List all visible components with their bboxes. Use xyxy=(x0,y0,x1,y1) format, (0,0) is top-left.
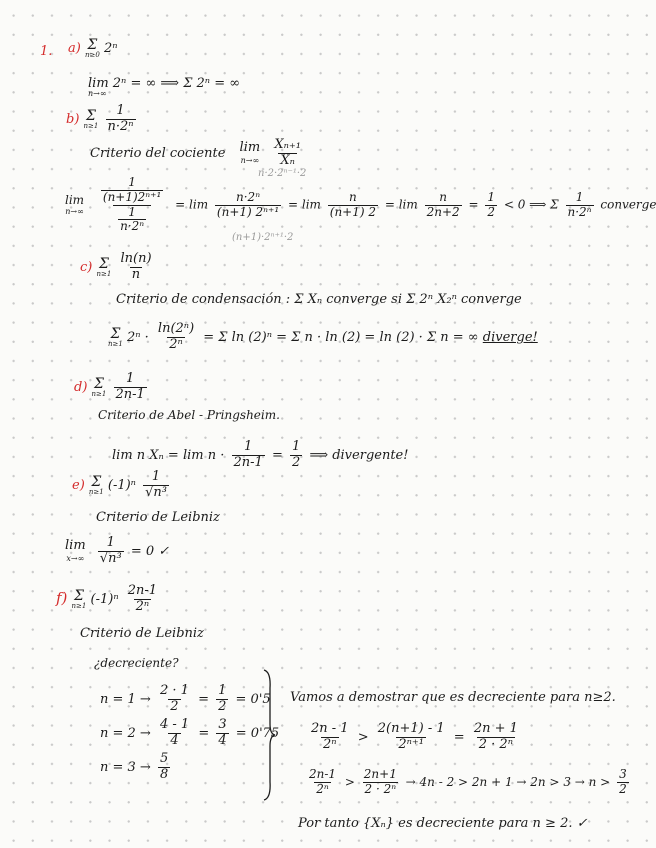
leibniz-criterion: Criterio de Leibniz xyxy=(96,510,220,525)
lim-word: lim xyxy=(65,538,86,554)
denominator: 8 xyxy=(159,766,169,782)
numerator: 1 xyxy=(292,439,301,454)
curly-brace xyxy=(262,668,276,802)
row-lhs: n = 1 → xyxy=(100,691,151,707)
ratio-limit-chain xyxy=(60,176,656,234)
inequality-1 xyxy=(306,722,523,753)
fraction xyxy=(309,722,351,753)
leibniz-limit xyxy=(60,536,169,567)
condensation-chain xyxy=(108,322,538,353)
fraction xyxy=(232,440,265,471)
compound-numerator xyxy=(96,176,168,205)
sum-symbol: Σ n≥1 xyxy=(108,325,123,348)
series-fraction xyxy=(106,104,136,135)
equals: = xyxy=(453,729,465,745)
gray-annotation-bottom: (n+1)·2ⁿ⁺¹·2 xyxy=(232,232,294,243)
lim-block xyxy=(238,141,263,165)
limit-expression: lim n Xₙ = lim n · xyxy=(112,447,225,463)
greater-than: > xyxy=(344,774,355,789)
implication-chain: → 4n - 2 > 2n + 1 → 2n > 3 → n > xyxy=(405,774,611,789)
numerator: ln(n) xyxy=(120,251,152,266)
result: = 0 ✓ xyxy=(130,543,170,559)
fraction xyxy=(362,768,399,797)
numerator: Xₙ₊₁ xyxy=(274,137,301,152)
sum-index: n≥0 xyxy=(84,51,100,59)
alternating-factor: (-1)ⁿ xyxy=(90,591,119,607)
criterion-label: Criterio del cociente xyxy=(90,145,226,161)
inequality-2 xyxy=(304,768,632,797)
equals-lim: = lim xyxy=(175,197,209,212)
part-e xyxy=(72,470,172,501)
lim-sub: n→∞ xyxy=(240,156,260,166)
abel-limit xyxy=(112,440,408,471)
equals-lim: = lim xyxy=(384,197,418,212)
fraction xyxy=(158,684,191,715)
denominator: 2 xyxy=(170,698,179,714)
series-fraction xyxy=(118,252,153,283)
fraction xyxy=(472,722,520,753)
compound-denominator xyxy=(113,205,151,235)
numerator: n xyxy=(439,189,447,204)
denominator: Xₙ xyxy=(280,152,295,168)
numerator: 1 xyxy=(126,371,135,386)
greater-than: > xyxy=(357,729,369,745)
fraction-6 xyxy=(566,191,594,220)
numerator: 5 xyxy=(159,751,169,766)
sum-index: n≥1 xyxy=(71,601,87,610)
ratio-criterion xyxy=(90,138,306,169)
sum-index: n≥1 xyxy=(108,339,123,348)
denominator: 2 xyxy=(487,204,496,219)
numerator: 1 xyxy=(487,189,496,204)
fraction xyxy=(216,718,228,749)
equals: = xyxy=(198,691,209,707)
part-f xyxy=(56,584,162,615)
lim-sub: x→∞ xyxy=(66,554,85,564)
denominator: 2n+2 xyxy=(426,204,460,219)
numerator: 2n-1 xyxy=(309,767,337,781)
rhs: = Σ ln (2)ⁿ = Σ n · ln (2) = ln (2) · Σ n = ∞ xyxy=(203,329,479,345)
leibniz-criterion-f: Criterio de Leibniz xyxy=(80,626,204,641)
denominator: 2n-1 xyxy=(115,386,145,402)
denominator: n·2ⁿ xyxy=(107,118,134,134)
numerator: ln(2ⁿ) xyxy=(157,321,195,336)
sum-symbol: Σ n≥1 xyxy=(96,255,112,278)
equals: = xyxy=(468,197,479,212)
series-term: 2ⁿ xyxy=(103,41,118,56)
inner-fraction xyxy=(118,206,146,235)
numerator: 1 xyxy=(218,683,227,698)
row-lhs: n = 3 → xyxy=(100,759,151,775)
sum-symbol: Σ n≥1 xyxy=(88,473,104,496)
numerator: 1 xyxy=(575,189,584,204)
equals: = xyxy=(198,725,210,741)
fraction xyxy=(98,536,124,567)
numerator: n xyxy=(349,189,357,204)
fraction xyxy=(376,722,447,753)
numerator: 2n+1 xyxy=(363,767,397,781)
part-b xyxy=(66,104,139,135)
denominator: 2 · 2ⁿ xyxy=(478,736,513,752)
part-a xyxy=(68,38,117,59)
row-result: = 0'5 xyxy=(235,691,271,707)
part-e-label: e) xyxy=(72,477,85,493)
numerator: 1 xyxy=(128,204,136,219)
denominator: n xyxy=(131,266,141,282)
fraction xyxy=(158,752,170,783)
part-d-label: d) xyxy=(74,379,88,395)
part-c xyxy=(80,252,157,283)
series-fraction xyxy=(143,470,169,501)
abel-criterion: Criterio de Abel - Pringsheim. xyxy=(98,408,280,422)
lim-block xyxy=(63,194,86,217)
series-fraction xyxy=(126,584,159,615)
denominator: 2 · 2ⁿ xyxy=(364,781,397,796)
sum-symbol: Σ n≥1 xyxy=(91,375,107,398)
inner-fraction xyxy=(101,176,163,205)
numerator: 2 · 1 xyxy=(159,683,189,698)
lhs: 2ⁿ · xyxy=(126,329,149,345)
numerator: 2n - 1 xyxy=(311,721,349,736)
fraction xyxy=(216,684,228,715)
numerator: 2n + 1 xyxy=(473,721,518,736)
denominator: 2ⁿ xyxy=(323,736,337,752)
alternating-factor: (-1)ⁿ xyxy=(107,477,136,493)
fraction xyxy=(307,768,338,797)
series-fraction xyxy=(114,372,147,403)
lim-word: lim xyxy=(239,140,261,156)
denominator: 2ⁿ xyxy=(169,336,183,352)
fraction-3 xyxy=(328,191,378,220)
numerator: 2n-1 xyxy=(127,583,158,598)
part-d xyxy=(74,372,150,403)
numerator: 1 xyxy=(128,175,136,189)
limit-subscript: n→∞ xyxy=(88,89,107,98)
compound-fraction xyxy=(96,176,168,234)
denominator: (n+1) 2ⁿ⁺¹ xyxy=(216,204,280,219)
denominator: √n³ xyxy=(145,484,167,500)
fraction xyxy=(158,718,191,749)
row-n3 xyxy=(100,752,173,783)
numerator: 4 - 1 xyxy=(159,717,190,732)
denominator: (n+1) 2 xyxy=(329,204,376,219)
denominator: n·2ⁿ xyxy=(120,219,145,234)
ratio-fraction xyxy=(272,138,303,169)
numerator: n·2ⁿ xyxy=(236,189,261,204)
row-lhs: n = 2 → xyxy=(100,725,151,741)
part-c-label: c) xyxy=(80,259,93,275)
condensed-fraction xyxy=(156,322,196,353)
equals-lim: = lim xyxy=(288,197,321,212)
numerator: 3 xyxy=(218,717,227,732)
exercise-number: 1. xyxy=(40,44,53,59)
sum-index: n≥1 xyxy=(96,269,112,278)
sum-symbol: Σ n≥0 xyxy=(84,37,100,59)
lim-sub: n→∞ xyxy=(65,207,84,217)
sum-symbol: Σ n≥1 xyxy=(83,107,99,130)
denominator: 4 xyxy=(170,732,179,748)
part-a-label: a) xyxy=(68,41,81,56)
condensation-criterion: Criterio de condensación : Σ Xₙ converge si Σ 2ⁿ X₂ⁿ converge xyxy=(116,292,522,307)
denominator: 2n-1 xyxy=(233,454,263,470)
lim-word: lim xyxy=(65,192,85,207)
sum-index: n≥1 xyxy=(91,389,107,398)
denominator: 2 xyxy=(619,781,627,796)
converge-word: converge xyxy=(600,197,656,212)
numerator: 2(n+1) - 1 xyxy=(377,721,445,736)
part-f-label: f) xyxy=(56,588,68,607)
sum-symbol: Σ n≥1 xyxy=(71,587,87,610)
final-conclusion: Por tanto {Xₙ} es decreciente para n ≥ 2. ✓ xyxy=(298,816,588,831)
denominator: 2ⁿ⁺¹ xyxy=(398,736,425,752)
sum-index: n≥1 xyxy=(88,487,104,496)
fraction xyxy=(617,768,629,797)
denominator: n·2ⁿ xyxy=(567,204,592,219)
gray-annotation-top: n·2·2ⁿ⁻¹·2 xyxy=(258,168,307,179)
conclusion: ⟹ divergente! xyxy=(309,447,409,463)
limit-expression: lim 2ⁿ = ∞ ⟹ Σ 2ⁿ = ∞ xyxy=(88,76,241,91)
row-n2 xyxy=(100,718,279,749)
lim-block xyxy=(63,539,88,563)
demo-statement: Vamos a demostrar que es decreciente para n≥2. xyxy=(290,690,616,705)
numerator: 1 xyxy=(106,535,115,550)
denominator: 4 xyxy=(218,732,227,748)
denominator: 2 xyxy=(218,698,227,714)
diverge-word: diverge! xyxy=(482,329,538,345)
part-b-label: b) xyxy=(66,111,80,127)
decreasing-question: ¿decreciente? xyxy=(94,656,179,670)
fraction-5 xyxy=(485,191,497,220)
denominator: 2ⁿ xyxy=(316,781,329,796)
denominator: √n³ xyxy=(99,550,122,566)
denominator: (n+1)2ⁿ⁺¹ xyxy=(102,189,162,204)
equals: = xyxy=(271,447,283,463)
numerator: 3 xyxy=(619,767,627,781)
sum-index: n≥1 xyxy=(83,121,99,130)
fraction-2 xyxy=(215,191,281,220)
row-result: = 0'75 xyxy=(235,725,280,741)
numerator: 1 xyxy=(151,469,161,484)
conclusion: < 0 ⟹ Σ xyxy=(503,197,559,212)
denominator: 2ⁿ xyxy=(135,598,150,614)
part-a-limit xyxy=(88,76,240,98)
fraction-4 xyxy=(425,191,462,220)
numerator: 1 xyxy=(116,103,125,118)
row-n1 xyxy=(100,684,271,715)
denominator: 2 xyxy=(292,454,301,470)
numerator: 1 xyxy=(244,439,253,454)
fraction xyxy=(290,440,302,471)
